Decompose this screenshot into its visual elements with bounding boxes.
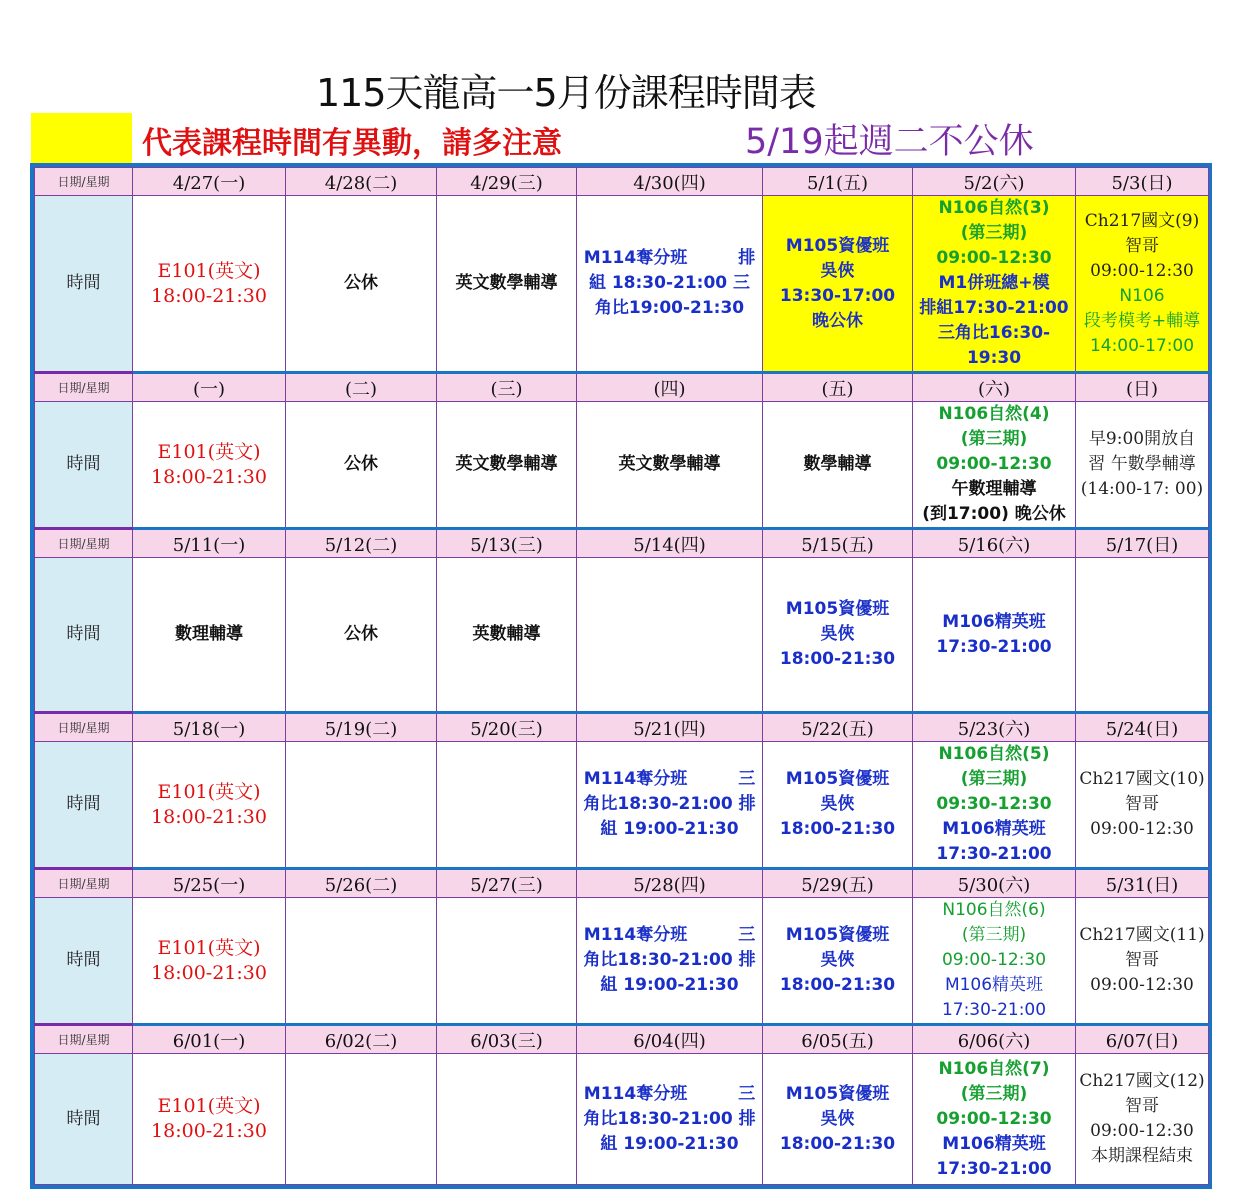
cell-line: M105資優班 — [785, 925, 890, 945]
cell-line: 組 19:00-21:30 — [600, 975, 739, 995]
cell-line: (到17:00) 晚公休 — [922, 504, 1066, 524]
cell-line: M106精英班 — [942, 819, 1046, 839]
schedule-cell — [1076, 558, 1209, 713]
date-cell: 5/29(五) — [763, 869, 913, 898]
schedule-table — [30, 163, 1212, 1189]
cell-line: 18:00-21:30 — [151, 961, 267, 984]
cell-line: M114奪分班 排 — [583, 248, 756, 268]
schedule-cell — [1076, 1054, 1209, 1185]
schedule-cell — [437, 558, 577, 713]
schedule-cell — [1076, 742, 1209, 869]
schedule-cell — [577, 1054, 763, 1185]
date-cell: 5/19(二) — [286, 713, 437, 742]
cell-line: (14:00-17: 00) — [1080, 479, 1204, 499]
cell-line: 14:00-17:00 — [1089, 335, 1195, 356]
cell-line: (第三期) — [961, 925, 1027, 945]
cell-line: M105資優班 — [785, 235, 890, 256]
cell-line: 公休 — [344, 624, 378, 644]
schedule-cell — [437, 402, 577, 529]
date-cell: 5/11(一) — [133, 529, 286, 558]
date-cell: 6/06(六) — [913, 1025, 1076, 1054]
schedule-cell — [286, 402, 437, 529]
cell-line: 18:00-21:30 — [151, 284, 267, 307]
cell-line: 數理輔導 — [175, 624, 243, 644]
time-label: 時間 — [35, 898, 133, 1025]
date-cell: 5/17(日) — [1076, 529, 1209, 558]
cell-line: 09:00-12:30 — [1090, 819, 1194, 839]
schedule-cell — [133, 898, 286, 1025]
date-cell: 5/16(六) — [913, 529, 1076, 558]
cell-line: M105資優班 — [785, 1083, 890, 1104]
cell-line: (第三期) — [960, 1083, 1028, 1104]
cell-line: E101(英文) — [157, 259, 261, 282]
cell-line: 09:00-12:30 — [936, 248, 1052, 268]
cell-line: 17:30-21:00 — [936, 844, 1052, 864]
cell-line: 角比18:30-21:00 排 — [583, 950, 756, 970]
cell-line: Ch217國文(12) — [1079, 1071, 1205, 1091]
schedule-cell — [133, 196, 286, 373]
schedule-cell — [577, 898, 763, 1025]
cell-line: Ch217國文(9) — [1084, 210, 1200, 231]
schedule-cell — [763, 1054, 913, 1185]
tuesday-notice: 5/19起週二不公休 — [745, 122, 1034, 162]
date-cell: 5/13(三) — [437, 529, 577, 558]
cell-line: 智哥 — [1125, 950, 1159, 970]
cell-line: 智哥 — [1125, 235, 1159, 256]
cell-line: N106自然(4) — [938, 404, 1050, 424]
date-cell: 5/27(三) — [437, 869, 577, 898]
cell-line: 早9:00開放自 — [1088, 429, 1196, 449]
cell-line: E101(英文) — [157, 1095, 261, 1117]
cell-line: 組 19:00-21:30 — [600, 819, 739, 839]
cell-line: Ch217國文(10) — [1079, 769, 1205, 789]
cell-line: 英數輔導 — [472, 624, 541, 644]
schedule-cell — [437, 196, 577, 373]
schedule-cell — [133, 402, 286, 529]
schedule-cell — [286, 1054, 437, 1185]
time-label: 時間 — [35, 196, 133, 373]
time-label: 時間 — [35, 1054, 133, 1185]
schedule-cell — [133, 558, 286, 713]
cell-line: N106自然(5) — [938, 744, 1050, 764]
schedule-cell — [577, 558, 763, 713]
cell-line: 本期課程結束 — [1091, 1146, 1193, 1166]
header-label: 日期/星期 — [35, 713, 133, 742]
cell-line: 18:00-21:30 — [779, 1133, 896, 1154]
date-cell: 5/22(五) — [763, 713, 913, 742]
cell-line: (第三期) — [960, 223, 1028, 243]
schedule-cell — [286, 898, 437, 1025]
date-cell: 5/3(日) — [1076, 168, 1209, 196]
cell-line: 09:00-12:30 — [936, 1108, 1052, 1129]
cell-line: M105資優班 — [785, 599, 890, 619]
cell-line: 英文數學輔導 — [618, 454, 721, 474]
cell-line: 17:30-21:00 — [936, 636, 1052, 657]
schedule-cell — [763, 898, 913, 1025]
cell-line: 09:00-12:30 — [1090, 1121, 1194, 1141]
date-cell: (五) — [763, 373, 913, 402]
header-label: 日期/星期 — [35, 1025, 133, 1054]
date-cell: 6/05(五) — [763, 1025, 913, 1054]
schedule-cell — [1076, 196, 1209, 373]
date-cell: 5/30(六) — [913, 869, 1076, 898]
schedule-cell — [913, 742, 1076, 869]
cell-line: N106自然(6) — [942, 900, 1046, 920]
date-cell: 6/03(三) — [437, 1025, 577, 1054]
cell-line: 英文數學輔導 — [455, 454, 558, 474]
highlight-legend-swatch — [31, 113, 132, 163]
cell-line: 角比18:30-21:00 排 — [583, 794, 756, 814]
cell-line: 17:30-21:00 — [941, 1000, 1047, 1020]
cell-line: M114奪分班 三 — [583, 769, 756, 789]
date-cell: (六) — [913, 373, 1076, 402]
date-cell: (一) — [133, 373, 286, 402]
cell-line: 智哥 — [1125, 794, 1159, 814]
schedule-cell — [913, 558, 1076, 713]
date-cell: 6/01(一) — [133, 1025, 286, 1054]
cell-line: 09:00-12:30 — [941, 950, 1047, 970]
cell-line: 智哥 — [1125, 1096, 1159, 1116]
time-label: 時間 — [35, 402, 133, 529]
cell-line: E101(英文) — [157, 780, 261, 803]
cell-line: 09:30-12:30 — [936, 794, 1052, 814]
cell-line: M106精英班 — [942, 611, 1046, 632]
schedule-cell — [133, 1054, 286, 1185]
cell-line: (第三期) — [960, 429, 1028, 449]
date-cell: 5/25(一) — [133, 869, 286, 898]
header-label: 日期/星期 — [35, 168, 133, 196]
cell-line: 晚公休 — [812, 310, 863, 331]
cell-line: M114奪分班 三 — [583, 925, 756, 945]
schedule-cell — [1076, 402, 1209, 529]
header-label: 日期/星期 — [35, 529, 133, 558]
header-label: 日期/星期 — [35, 373, 133, 402]
cell-line: 18:00-21:30 — [779, 649, 896, 669]
schedule-cell — [286, 196, 437, 373]
date-cell: 5/1(五) — [763, 168, 913, 196]
schedule-cell — [1076, 898, 1209, 1025]
schedule-cell — [437, 742, 577, 869]
cell-line: 18:00-21:30 — [779, 975, 896, 995]
cell-line: 習 午數學輔導 — [1088, 454, 1196, 474]
date-cell: 5/23(六) — [913, 713, 1076, 742]
date-cell: 4/28(二) — [286, 168, 437, 196]
cell-line: 18:00-21:30 — [151, 465, 267, 488]
cell-line: 吳俠 — [820, 1108, 855, 1129]
date-cell: (二) — [286, 373, 437, 402]
cell-line: E101(英文) — [157, 440, 261, 463]
cell-line: 09:00-12:30 — [1090, 975, 1194, 995]
change-notice: 代表課程時間有異動，請多注意 — [142, 126, 562, 161]
schedule-cell — [763, 742, 913, 869]
date-cell: 5/15(五) — [763, 529, 913, 558]
date-cell: 5/20(三) — [437, 713, 577, 742]
cell-line: 英文數學輔導 — [455, 273, 558, 293]
time-label: 時間 — [35, 742, 133, 869]
schedule-cell — [763, 558, 913, 713]
cell-line: M1併班總+模 — [938, 273, 1050, 293]
cell-line: E101(英文) — [157, 936, 261, 959]
cell-line: 段考模考+輔導 — [1083, 310, 1201, 331]
date-cell: 4/27(一) — [133, 168, 286, 196]
cell-line: 13:30-17:00 — [779, 285, 896, 306]
cell-line: 18:00-21:30 — [151, 805, 267, 828]
header-label: 日期/星期 — [35, 869, 133, 898]
date-cell: 5/26(二) — [286, 869, 437, 898]
schedule-cell — [763, 196, 913, 373]
cell-line: 09:00-12:30 — [1090, 260, 1194, 281]
cell-line: 角比19:00-21:30 — [594, 298, 745, 318]
date-cell: 5/21(四) — [577, 713, 763, 742]
schedule-cell — [437, 1054, 577, 1185]
schedule-cell — [577, 402, 763, 529]
schedule-cell — [577, 196, 763, 373]
cell-line: M106精英班 — [942, 1133, 1046, 1154]
schedule-cell — [763, 402, 913, 529]
cell-line: (第三期) — [960, 769, 1028, 789]
date-cell: (三) — [437, 373, 577, 402]
date-cell: 5/24(日) — [1076, 713, 1209, 742]
time-label: 時間 — [35, 558, 133, 713]
cell-line: 17:30-21:00 — [936, 1158, 1052, 1179]
date-cell: 6/02(二) — [286, 1025, 437, 1054]
date-cell: 5/12(二) — [286, 529, 437, 558]
cell-line: 吳俠 — [820, 260, 855, 281]
cell-line: Ch217國文(11) — [1079, 925, 1205, 945]
cell-line: 午數理輔導 — [951, 479, 1037, 499]
schedule-cell — [913, 898, 1076, 1025]
date-cell: 5/31(日) — [1076, 869, 1209, 898]
date-cell: 4/29(三) — [437, 168, 577, 196]
cell-line: 三角比16:30- — [937, 323, 1051, 343]
schedule-cell — [913, 402, 1076, 529]
date-cell: 5/28(四) — [577, 869, 763, 898]
cell-line: N106 — [1119, 285, 1165, 306]
schedule-cell — [286, 742, 437, 869]
cell-line: 排組17:30-21:00 — [919, 298, 1069, 318]
cell-line: M114奪分班 三 — [583, 1083, 756, 1104]
date-cell: 5/14(四) — [577, 529, 763, 558]
date-cell: (四) — [577, 373, 763, 402]
cell-line: 吳俠 — [820, 950, 855, 970]
date-cell: 6/07(日) — [1076, 1025, 1209, 1054]
cell-line: 吳俠 — [820, 624, 855, 644]
schedule-cell — [133, 742, 286, 869]
cell-line: 19:30 — [966, 348, 1022, 368]
date-cell: 5/18(一) — [133, 713, 286, 742]
date-cell: 6/04(四) — [577, 1025, 763, 1054]
schedule-cell — [913, 1054, 1076, 1185]
cell-line: 角比18:30-21:00 排 — [583, 1108, 756, 1129]
date-cell: 4/30(四) — [577, 168, 763, 196]
date-cell: 5/2(六) — [913, 168, 1076, 196]
cell-line: 組 18:30-21:00 三 — [588, 273, 751, 293]
schedule-cell — [577, 742, 763, 869]
schedule-cell — [437, 898, 577, 1025]
cell-line: 18:00-21:30 — [779, 819, 896, 839]
schedule-cell — [286, 558, 437, 713]
date-cell: (日) — [1076, 373, 1209, 402]
cell-line: 組 19:00-21:30 — [600, 1133, 739, 1154]
cell-line: 數學輔導 — [803, 454, 872, 474]
cell-line: N106自然(7) — [938, 1058, 1050, 1079]
cell-line: 公休 — [344, 454, 378, 474]
cell-line: 18:00-21:30 — [151, 1120, 267, 1142]
cell-line: 09:00-12:30 — [936, 454, 1052, 474]
cell-line: M105資優班 — [785, 769, 890, 789]
cell-line: 吳俠 — [820, 794, 855, 814]
cell-line: 公休 — [344, 273, 378, 293]
cell-line: N106自然(3) — [938, 198, 1050, 218]
page-title: 115天龍高一5月份課程時間表 — [316, 71, 816, 115]
cell-line: M106精英班 — [944, 975, 1044, 995]
schedule-cell — [913, 196, 1076, 373]
